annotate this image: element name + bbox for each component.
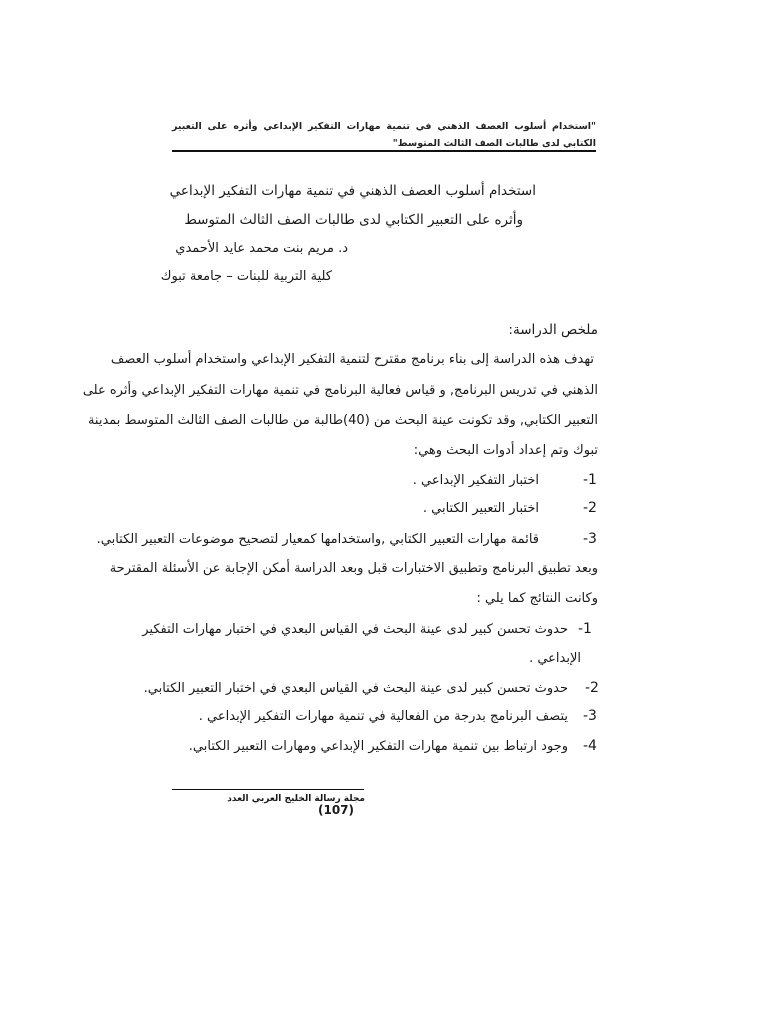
- abstract-line: تبوك وتم إعداد أدوات البحث وهي:: [413, 443, 598, 458]
- result-number: -4: [583, 738, 597, 754]
- abstract-line: الذهني في تدريس البرنامج, و قياس فعالية البرنامج في تنمية مهارات التفكير الإبداعي وأثره على: [82, 383, 598, 398]
- result-item: حدوث تحسن كبير لدى عينة البحث في القياس البعدي في اختبار مهارات التفكير: [142, 622, 568, 637]
- tool-number: -2: [583, 500, 597, 516]
- author-affiliation: كلية التربية للبنات – جامعة تبوك: [160, 269, 332, 284]
- tool-number: -1: [583, 472, 597, 488]
- title-line-1: استخدام أسلوب العصف الذهني في تنمية مهارات التفكير الإبداعي: [169, 183, 536, 199]
- abstract-heading: ملخص الدراسة:: [508, 322, 598, 338]
- abstract-line: تهدف هذه الدراسة إلى بناء برنامج مقترح لتنمية التفكير الإبداعي واستخدام أسلوب العصف: [110, 352, 594, 367]
- page-number: (107): [318, 803, 355, 817]
- tool-item: قائمة مهارات التعبير الكتابي ,واستخدامها كمعيار لتصحيح موضوعات التعبير الكتابي.: [96, 532, 539, 547]
- title-line-2: وأثره على التعبير الكتابي لدى طالبات الصف الثالث المتوسط: [184, 212, 523, 228]
- tool-item: اختبار التفكير الإبداعي .: [412, 473, 539, 488]
- abstract-line: وبعد تطبيق البرنامج وتطبيق الاختبارات قبل وبعد الدراسة أمكن الإجابة عن الأسئلة المقترحة: [109, 561, 598, 576]
- tool-item: اختبار التعبير الكتابي .: [422, 501, 539, 516]
- tool-number: -3: [583, 531, 597, 547]
- result-item: وجود ارتباط بين تنمية مهارات التفكير الإبداعي ومهارات التعبير الكتابي.: [188, 739, 568, 754]
- abstract-line: وكانت النتائج كما يلي :: [476, 591, 598, 606]
- result-number: -2: [585, 680, 599, 696]
- author-name: د. مريم بنت محمد عايد الأحمدي: [175, 241, 348, 256]
- result-number: -1: [578, 621, 592, 637]
- running-header: "استخدام أسلوب العصف الذهني في تنمية مهارات التفكير الإبداعي وأثره على التعبير الكتابي لدى طالبات الصف الثالث المتوسط": [172, 121, 596, 149]
- result-item: يتصف البرنامج بدرجة من الفعالية في تنمية مهارات التفكير الإبداعي .: [198, 709, 568, 724]
- header-divider: [172, 150, 596, 152]
- result-item: حدوث تحسن كبير لدى عينة البحث في القياس البعدي في اختبار التعبير الكتابي.: [143, 681, 568, 696]
- result-number: -3: [583, 708, 597, 724]
- journal-name: مجلة رسالة الخليج العربي العدد: [227, 794, 365, 804]
- footer-divider: [172, 789, 364, 790]
- abstract-line: التعبير الكتابي, وقد تكونت عينة البحث من (40)طالبة من طالبات الصف الثالث المتوسط بمدينة: [87, 413, 598, 428]
- result-item-continued: الإبداعي .: [529, 651, 581, 666]
